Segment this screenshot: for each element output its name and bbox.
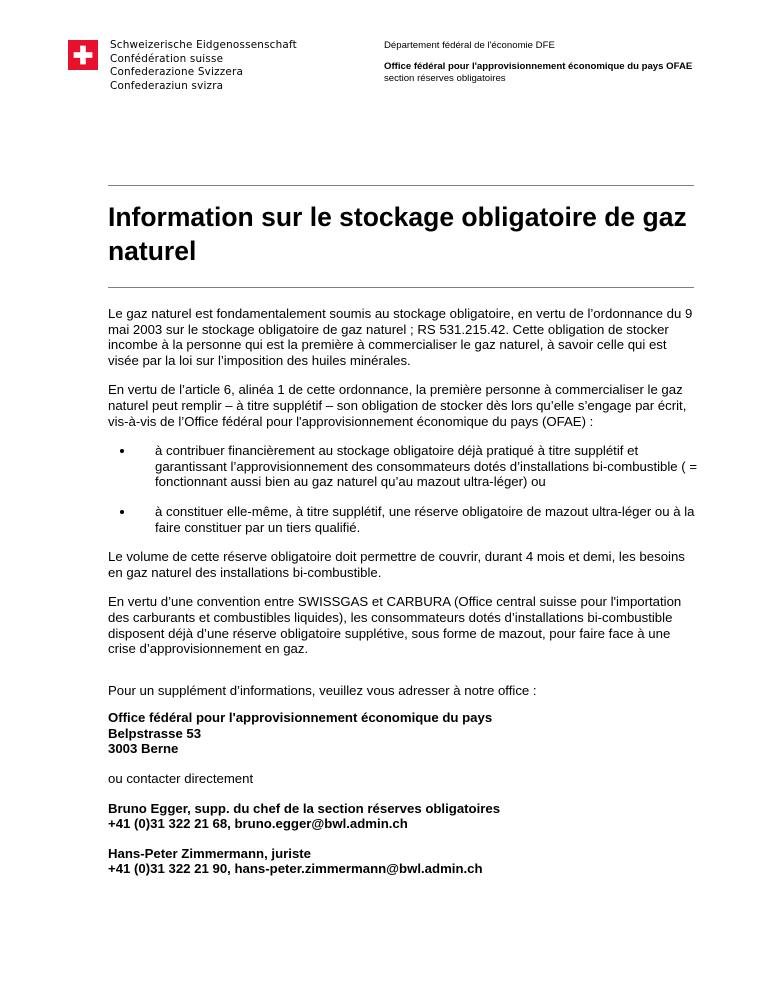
document-title: Information sur le stockage obligatoire de gaz naturel (108, 202, 687, 266)
title-divider (108, 287, 694, 288)
paragraph: En vertu de l’article 6, alinéa 1 de cette ordonnance, la première personne à commercialiser le gaz naturel peut remplir – à titre supplétif – son obligation de stocker dès lors qu’elle s’engage par écrit, vis-à-vis de l’Office fédéral pour l'approvisionnement économique du pays (OFAE) : (108, 382, 687, 429)
office-name: Office fédéral pour l'approvisionnement économique du pays OFAE (384, 61, 693, 72)
confederation-line: Confederazione Svizzera (110, 66, 244, 79)
address-city: 3003 Berne (108, 741, 179, 757)
list-item-text: à constituer elle-même, à titre supplétif, une réserve obligatoire de mazout ultra-léger ou à la faire constituer par un tiers qualifié. (155, 503, 695, 535)
office-address (108, 710, 698, 757)
contact-name: Bruno Egger, supp. du chef de la section réserves obligatoires (108, 800, 501, 816)
contact-block (108, 801, 698, 832)
department-block (384, 40, 724, 85)
top-divider (108, 185, 694, 186)
paragraph: Pour un supplément d’informations, veuillez vous adresser à notre office : (108, 682, 537, 698)
list-item (108, 443, 698, 490)
paragraph: ou contacter directement (108, 771, 254, 787)
confederation-names (110, 39, 297, 94)
bullet-icon (120, 449, 124, 453)
department-name: Département fédéral de l'économie DFE (384, 40, 555, 51)
paragraph: Le volume de cette réserve obligatoire doit permettre de couvrir, durant 4 mois et demi, les besoins en gaz naturel des installations bi-combustible. (108, 549, 685, 580)
list-item (108, 504, 698, 535)
bullet-list (108, 443, 698, 535)
contact-name: Hans-Peter Zimmermann, juriste (108, 845, 312, 861)
section-name: section réserves obligatoires (384, 73, 506, 84)
contact-details[interactable]: +41 (0)31 322 21 68, bruno.egger@bwl.admin.ch (108, 816, 408, 832)
confederation-line: Confédération suisse (110, 52, 224, 65)
document-body (108, 306, 698, 891)
confederation-line: Schweizerische Eidgenossenschaft (110, 39, 297, 51)
contact-details[interactable]: +41 (0)31 322 21 90, hans-peter.zimmermann@bwl.admin.ch (108, 861, 483, 877)
address-street: Belpstrasse 53 (108, 725, 202, 741)
paragraph: En vertu d’une convention entre SWISSGAS et CARBURA (Office central suisse pour l'importation des carburants et combustibles liquides), les consommateurs dotés d’installations bi-combustible disposent déjà d’une réserve obligatoire supplétive, sous forme de mazout, pour faire face à une crise d’approvisionnement en gaz. (108, 594, 682, 657)
contact-block (108, 846, 698, 877)
swiss-flag-icon (68, 40, 98, 70)
confederation-line: Confederaziun svizra (110, 80, 224, 93)
address-name: Office fédéral pour l'approvisionnement économique du pays (108, 710, 493, 726)
list-item-text: à contribuer financièrement au stockage obligatoire déjà pratiqué à titre supplétif et garantissant l’approvisionnement des consommateurs dotés d’installations bi-combustible ( = fonctionnant aussi bien au gaz naturel qu’au mazout ultra-léger) ou (155, 443, 698, 490)
bullet-icon (120, 510, 124, 514)
paragraph: Le gaz naturel est fondamentalement soumis au stockage obligatoire, en vertu de l’ordonnance du 9 mai 2003 sur le stockage obligatoire de gaz naturel ; RS 531.215.42. Cette obligation de stocker incombe à la personne qui est la première à commercialiser le gaz naturel, à savoir celle qui est visée par la loi sur l’imposition des huiles minérales. (108, 306, 693, 368)
